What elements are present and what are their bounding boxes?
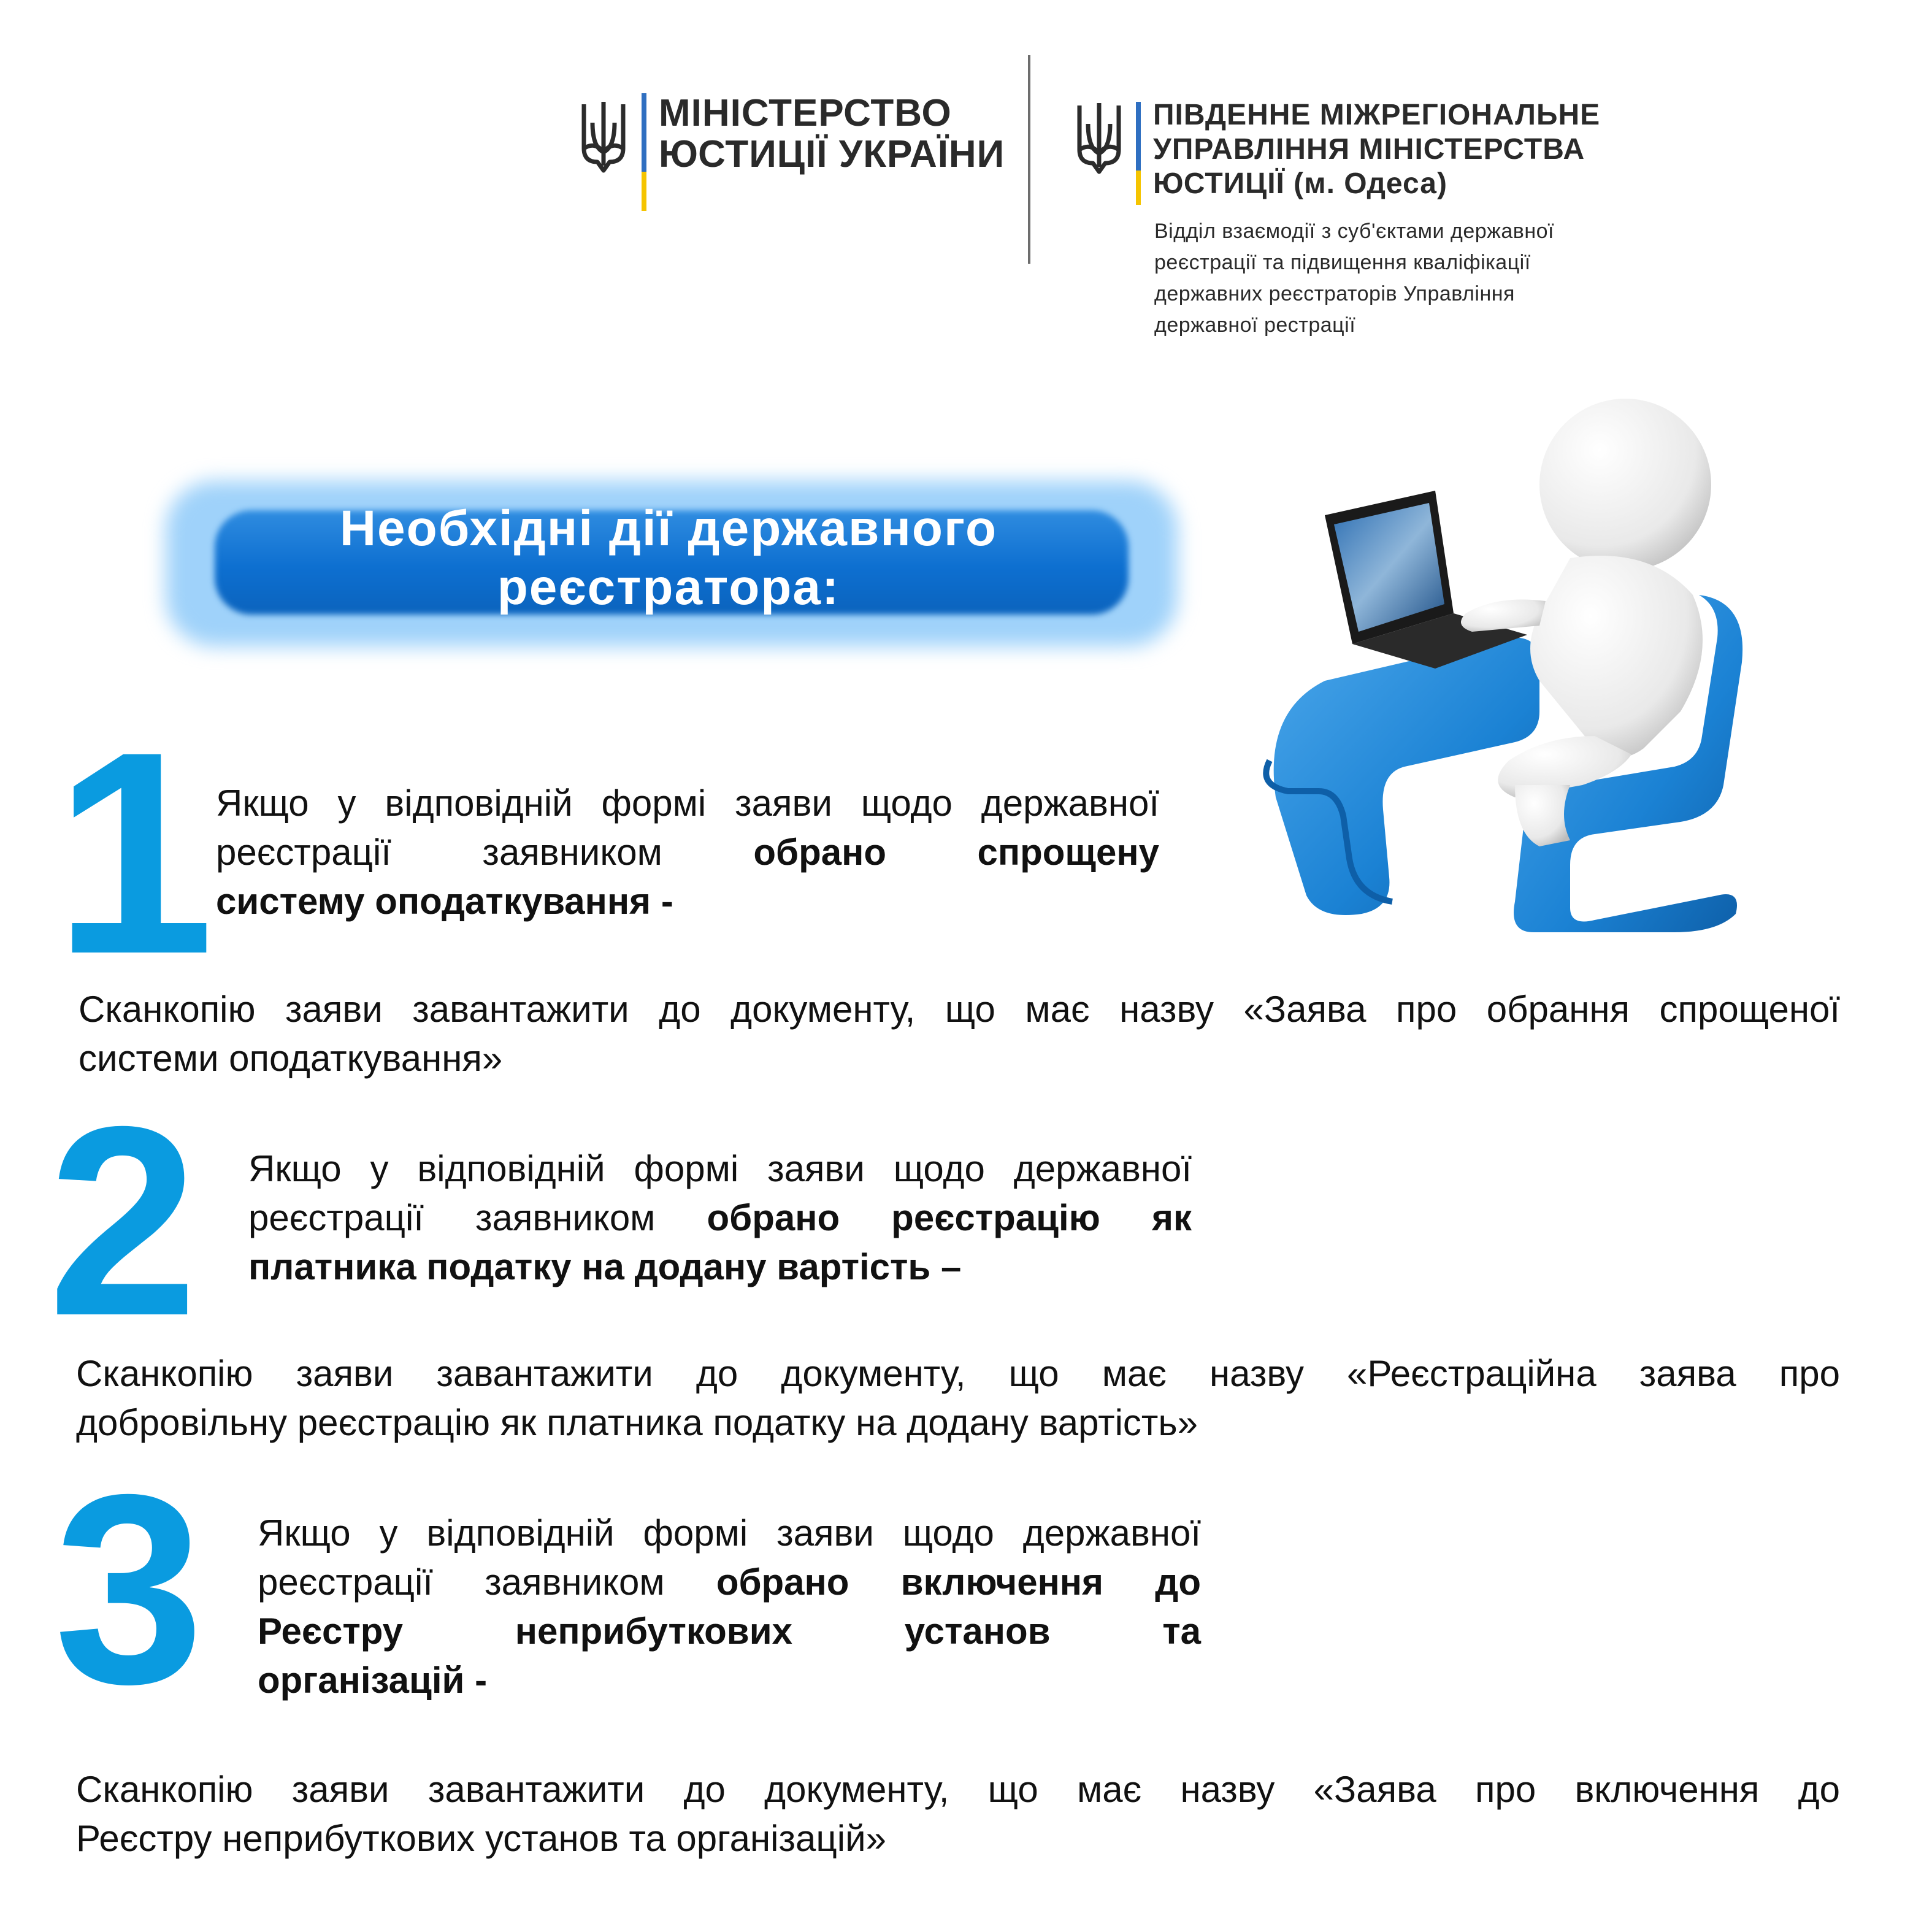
step-number-2: 2 <box>48 1071 198 1372</box>
step-3-note: Сканкопію заяви завантажити до документу, що має назву «Заява про включення до Реєстру неприбуткових установ та організацій» <box>76 1769 1840 1859</box>
step-1-note: Сканкопію заяви завантажити до документу, що має назву «Заява про обрання спрощеної системи оподаткування» <box>79 989 1840 1079</box>
step-number-1: 1 <box>54 692 202 1014</box>
department-caption: Відділ взаємодії з суб'єктами державної реєстрації та підвищення кваліфікації державних реєстраторів Управління державної рестрації <box>1154 220 1555 337</box>
trident-icon <box>1075 99 1124 179</box>
step-2-text: Якщо у відповідній формі заяви щодо державної реєстрації заявником обрано реєстрацію як платника податку на додану вартість – <box>248 1148 1192 1287</box>
step-number-3: 3 <box>54 1439 204 1740</box>
person-at-laptop-icon <box>1251 393 1791 932</box>
figure-arm <box>1461 600 1546 632</box>
ministry-name: МІНІСТЕРСТВО ЮСТИЦІЇ УКРАЇНИ <box>659 92 1005 175</box>
regional-office-name: ПІВДЕННЕ МІЖРЕГІОНАЛЬНЕ УПРАВЛІННЯ МІНІСТЕРСТВА ЮСТИЦІЇ (м. Одеса) <box>1153 99 1601 200</box>
page-title: Необхідні дії державного реєстратора: <box>339 500 998 615</box>
step-1-text: Якщо у відповідній формі заяви щодо державної реєстрації заявником обрано спрощену систему оподаткування - <box>216 783 1160 922</box>
figure-body <box>1530 556 1703 757</box>
trident-icon <box>579 98 628 178</box>
step-3-text: Якщо у відповідній формі заяви щодо державної реєстрації заявником обрано включення до Реєстру неприбуткових установ та організацій - <box>258 1512 1202 1701</box>
step-2-note: Сканкопію заяви завантажити до документу, що має назву «Реєстраційна заява про добровільну реєстрацію як платника податку на додану вартість» <box>76 1353 1840 1443</box>
figure-head <box>1539 399 1711 570</box>
header-divider <box>1028 55 1030 264</box>
